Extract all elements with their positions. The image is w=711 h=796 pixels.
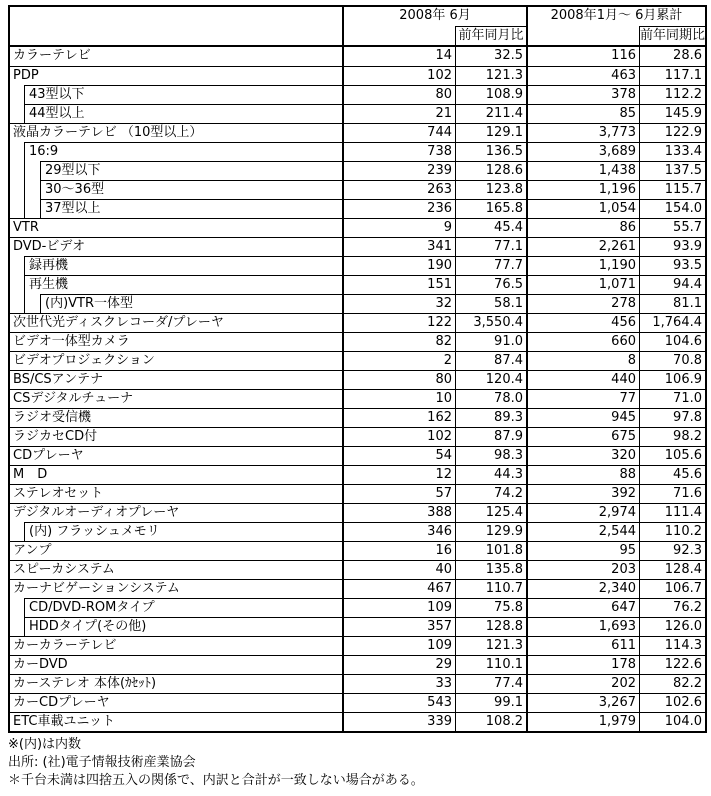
indent-spacer [10, 617, 24, 636]
value-cumulative: 1,693 [526, 617, 639, 636]
yoy-month-ratio: 110.7 [455, 579, 526, 598]
value-cumulative: 440 [526, 370, 639, 389]
value-cumulative: 1,196 [526, 180, 639, 199]
yoy-period-ratio: 45.6 [639, 465, 705, 484]
item-label: HDDタイプ(その他) [24, 617, 342, 636]
value-cumulative: 320 [526, 446, 639, 465]
item-name-area [10, 370, 342, 389]
item-name-area [10, 408, 342, 427]
item-name-area [10, 161, 342, 180]
yoy-period-ratio: 105.6 [639, 446, 705, 465]
value-june: 346 [342, 522, 455, 541]
footnote-inner-figures: ※(内)は内数 [8, 737, 82, 752]
value-june: 190 [342, 256, 455, 275]
yoy-period-ratio: 76.2 [639, 598, 705, 617]
footnote-source: 出所: (社)電子情報技術産業協会 [8, 755, 196, 770]
yoy-month-ratio: 91.0 [455, 332, 526, 351]
value-june: 80 [342, 85, 455, 104]
table-row [10, 180, 705, 199]
yoy-month-ratio: 121.3 [455, 636, 526, 655]
item-label: ビデオプロジェクション [10, 351, 342, 370]
value-cumulative: 660 [526, 332, 639, 351]
table-row [10, 256, 705, 275]
value-june: 357 [342, 617, 455, 636]
yoy-period-ratio: 115.7 [639, 180, 705, 199]
value-june: 744 [342, 123, 455, 142]
yoy-month-ratio: 165.8 [455, 199, 526, 218]
yoy-period-ratio: 93.9 [639, 237, 705, 256]
table-row [10, 408, 705, 427]
item-label: M D [10, 465, 342, 484]
table-row [10, 655, 705, 674]
value-june: 9 [342, 218, 455, 237]
item-name-area [10, 142, 342, 161]
table-row [10, 218, 705, 237]
table-row [10, 47, 705, 66]
yoy-month-ratio: 108.9 [455, 85, 526, 104]
indent-spacer [24, 294, 40, 313]
table-row [10, 465, 705, 484]
item-label: CD/DVD-ROMタイプ [24, 598, 342, 617]
item-name-area [10, 617, 342, 636]
yoy-month-ratio: 128.8 [455, 617, 526, 636]
value-june: 543 [342, 693, 455, 712]
item-label: ビデオ一体型カメラ [10, 332, 342, 351]
yoy-month-ratio: 78.0 [455, 389, 526, 408]
yoy-month-ratio: 98.3 [455, 446, 526, 465]
yoy-month-ratio: 135.8 [455, 560, 526, 579]
yoy-month-ratio: 74.2 [455, 484, 526, 503]
item-name-area [10, 674, 342, 693]
table-row [10, 598, 705, 617]
table-row [10, 370, 705, 389]
item-label: カーDVD [10, 655, 342, 674]
yoy-month-ratio: 76.5 [455, 275, 526, 294]
value-cumulative: 611 [526, 636, 639, 655]
value-cumulative: 647 [526, 598, 639, 617]
table-row [10, 560, 705, 579]
item-name-area [10, 598, 342, 617]
table-row [10, 237, 705, 256]
indent-spacer [10, 85, 24, 104]
yoy-period-ratio: 70.8 [639, 351, 705, 370]
value-cumulative: 2,261 [526, 237, 639, 256]
yoy-month-ratio: 45.4 [455, 218, 526, 237]
value-june: 151 [342, 275, 455, 294]
item-name-area [10, 560, 342, 579]
value-june: 21 [342, 104, 455, 123]
item-label: 16:9 [24, 142, 342, 161]
yoy-period-ratio: 1,764.4 [639, 313, 705, 332]
yoy-month-ratio: 129.1 [455, 123, 526, 142]
value-cumulative: 8 [526, 351, 639, 370]
table-row [10, 123, 705, 142]
indent-spacer [10, 142, 24, 161]
value-cumulative: 2,544 [526, 522, 639, 541]
item-label: 液晶カラーテレビ （10型以上） [10, 123, 342, 142]
indent-spacer [24, 199, 40, 218]
yoy-period-ratio: 145.9 [639, 104, 705, 123]
yoy-month-ratio: 87.4 [455, 351, 526, 370]
yoy-period-ratio: 154.0 [639, 199, 705, 218]
item-label: ステレオセット [10, 484, 342, 503]
yoy-month-ratio: 3,550.4 [455, 313, 526, 332]
yoy-period-ratio: 110.2 [639, 522, 705, 541]
item-label: 次世代光ディスクレコーダ/プレーヤ [10, 313, 342, 332]
value-june: 239 [342, 161, 455, 180]
table-row [10, 332, 705, 351]
item-label: DVD-ビデオ [10, 237, 342, 256]
value-cumulative: 378 [526, 85, 639, 104]
yoy-period-ratio: 122.6 [639, 655, 705, 674]
yoy-month-ratio: 77.7 [455, 256, 526, 275]
yoy-month-ratio: 99.1 [455, 693, 526, 712]
yoy-period-ratio: 111.4 [639, 503, 705, 522]
yoy-month-ratio: 58.1 [455, 294, 526, 313]
value-cumulative: 3,267 [526, 693, 639, 712]
indent-spacer [24, 180, 40, 199]
value-june: 33 [342, 674, 455, 693]
statistics-table [8, 5, 707, 733]
value-cumulative: 1,054 [526, 199, 639, 218]
value-june: 467 [342, 579, 455, 598]
value-cumulative: 1,190 [526, 256, 639, 275]
item-label: カーCDプレーヤ [10, 693, 342, 712]
table-row [10, 275, 705, 294]
yoy-month-ratio: 87.9 [455, 427, 526, 446]
value-june: 29 [342, 655, 455, 674]
table-body [10, 47, 705, 731]
yoy-period-ratio: 128.4 [639, 560, 705, 579]
item-name-area [10, 389, 342, 408]
value-june: 102 [342, 66, 455, 85]
value-cumulative: 3,773 [526, 123, 639, 142]
yoy-month-ratio: 44.3 [455, 465, 526, 484]
value-cumulative: 1,071 [526, 275, 639, 294]
item-label: ラジカセCD付 [10, 427, 342, 446]
item-label: デジタルオーディオプレーヤ [10, 503, 342, 522]
value-cumulative: 178 [526, 655, 639, 674]
value-june: 80 [342, 370, 455, 389]
table-row [10, 484, 705, 503]
value-cumulative: 463 [526, 66, 639, 85]
item-name-area [10, 104, 342, 123]
item-name-area [10, 218, 342, 237]
item-label: CDプレーヤ [10, 446, 342, 465]
value-june: 122 [342, 313, 455, 332]
indent-spacer [10, 161, 24, 180]
header-row-groups [10, 7, 705, 26]
item-label: CSデジタルチューナ [10, 389, 342, 408]
table-row [10, 674, 705, 693]
value-june: 54 [342, 446, 455, 465]
item-label: ラジオ受信機 [10, 408, 342, 427]
value-cumulative: 202 [526, 674, 639, 693]
item-label: (内)VTR一体型 [40, 294, 342, 313]
item-label: 44型以上 [24, 104, 342, 123]
item-label: スピーカシステム [10, 560, 342, 579]
value-june: 16 [342, 541, 455, 560]
footnote-rounding: ＊千台未満は四捨五入の関係で、内訳と合計が一致しない場合がある。 [8, 773, 424, 788]
item-name-area [10, 446, 342, 465]
value-june: 162 [342, 408, 455, 427]
item-name-area [10, 85, 342, 104]
value-cumulative: 2,974 [526, 503, 639, 522]
yoy-month-ratio: 77.1 [455, 237, 526, 256]
item-label: BS/CSアンテナ [10, 370, 342, 389]
value-cumulative: 203 [526, 560, 639, 579]
table-row [10, 389, 705, 408]
header-row-subs [10, 26, 705, 45]
value-cumulative: 88 [526, 465, 639, 484]
item-name-area [10, 275, 342, 294]
item-label: カラーテレビ [13, 48, 91, 63]
value-june: 109 [342, 636, 455, 655]
yoy-month-ratio: 123.8 [455, 180, 526, 199]
table-row [10, 104, 705, 123]
indent-spacer [10, 275, 24, 294]
yoy-period-ratio: 137.5 [639, 161, 705, 180]
value-june: 10 [342, 389, 455, 408]
yoy-month-ratio: 121.3 [455, 66, 526, 85]
yoy-month-ratio: 32.5 [455, 47, 526, 66]
yoy-month-ratio: 136.5 [455, 142, 526, 161]
value-june: 14 [342, 47, 455, 66]
table-row [10, 351, 705, 370]
item-name-area [10, 693, 342, 712]
item-label: 録再機 [24, 256, 342, 275]
indent-spacer [10, 294, 24, 313]
yoy-period-ratio: 55.7 [639, 218, 705, 237]
value-cumulative: 2,340 [526, 579, 639, 598]
yoy-period-ratio: 114.3 [639, 636, 705, 655]
header-group-cumulative: 2008年1月～ 6月累計 [526, 7, 705, 26]
value-june: 12 [342, 465, 455, 484]
item-label: アンプ [10, 541, 342, 560]
item-name-area [10, 465, 342, 484]
value-cumulative: 392 [526, 484, 639, 503]
header-yoy-period-ratio: 前年同期比 [640, 28, 705, 43]
item-name-area [10, 199, 342, 218]
table-row [10, 503, 705, 522]
header-yoy-month-ratio: 前年同月比 [455, 26, 526, 45]
indent-spacer [10, 104, 24, 123]
value-june: 263 [342, 180, 455, 199]
yoy-period-ratio: 92.3 [639, 541, 705, 560]
header-blank-cell [10, 7, 342, 26]
yoy-month-ratio: 75.8 [455, 598, 526, 617]
item-label: カーナビゲーションシステム [10, 579, 342, 598]
item-name-area [10, 123, 342, 142]
item-name-area [10, 427, 342, 446]
item-name-area [10, 256, 342, 275]
yoy-period-ratio: 126.0 [639, 617, 705, 636]
yoy-period-ratio: 104.0 [639, 712, 705, 731]
table-row [10, 693, 705, 712]
value-cumulative: 85 [526, 104, 639, 123]
header-blank-cell [10, 26, 342, 45]
yoy-period-ratio: 81.1 [639, 294, 705, 313]
yoy-month-ratio: 211.4 [455, 104, 526, 123]
yoy-month-ratio: 101.8 [455, 541, 526, 560]
value-cumulative: 3,689 [526, 142, 639, 161]
indent-spacer [10, 598, 24, 617]
yoy-period-ratio: 102.6 [639, 693, 705, 712]
yoy-month-ratio: 128.6 [455, 161, 526, 180]
item-name-area [10, 522, 342, 541]
value-cumulative: 116 [526, 47, 639, 66]
header-group-month: 2008年 6月 [342, 7, 526, 26]
yoy-month-ratio: 129.9 [455, 522, 526, 541]
yoy-month-ratio: 120.4 [455, 370, 526, 389]
item-label: 30～36型 [40, 180, 342, 199]
yoy-month-ratio: 77.4 [455, 674, 526, 693]
table-row [10, 313, 705, 332]
item-name-area [10, 579, 342, 598]
yoy-period-ratio: 94.4 [639, 275, 705, 294]
yoy-month-ratio: 110.1 [455, 655, 526, 674]
item-name-area [10, 484, 342, 503]
yoy-period-ratio: 93.5 [639, 256, 705, 275]
item-label: カーカラーテレビ [10, 636, 342, 655]
item-label: PDP [10, 66, 342, 85]
table-row [10, 446, 705, 465]
table-row [10, 541, 705, 560]
item-label: 37型以上 [40, 199, 342, 218]
value-cumulative: 86 [526, 218, 639, 237]
yoy-month-ratio: 125.4 [455, 503, 526, 522]
item-name-area [10, 712, 342, 731]
value-june: 236 [342, 199, 455, 218]
yoy-period-ratio: 106.7 [639, 579, 705, 598]
indent-spacer [10, 522, 24, 541]
yoy-month-ratio: 89.3 [455, 408, 526, 427]
yoy-month-ratio: 108.2 [455, 712, 526, 731]
value-june: 339 [342, 712, 455, 731]
yoy-period-ratio: 104.6 [639, 332, 705, 351]
value-cumulative: 1,979 [526, 712, 639, 731]
value-june: 738 [342, 142, 455, 161]
value-june: 102 [342, 427, 455, 446]
table-row [10, 161, 705, 180]
yoy-period-ratio: 117.1 [639, 66, 705, 85]
table-row [10, 85, 705, 104]
yoy-period-ratio: 82.2 [639, 674, 705, 693]
item-label: ETC車載ユニット [10, 712, 342, 731]
value-june: 32 [342, 294, 455, 313]
footnotes [8, 736, 424, 790]
item-label: カーステレオ 本体(ｶｾｯﾄ) [10, 674, 342, 693]
value-june: 57 [342, 484, 455, 503]
value-cumulative: 456 [526, 313, 639, 332]
yoy-period-ratio: 71.6 [639, 484, 705, 503]
value-cumulative: 675 [526, 427, 639, 446]
value-june: 388 [342, 503, 455, 522]
item-name-area [10, 294, 342, 313]
table-row [10, 427, 705, 446]
item-name-area [10, 351, 342, 370]
item-name-area [10, 655, 342, 674]
table-row [10, 66, 705, 85]
indent-spacer [10, 180, 24, 199]
yoy-period-ratio: 112.2 [639, 85, 705, 104]
value-cumulative: 77 [526, 389, 639, 408]
header-empty-cell [526, 26, 639, 45]
item-label: (内) フラッシュメモリ [24, 522, 342, 541]
item-name-area [10, 66, 342, 85]
indent-spacer [10, 199, 24, 218]
table-row [10, 294, 705, 313]
value-cumulative: 945 [526, 408, 639, 427]
yoy-period-ratio: 28.6 [639, 47, 705, 66]
value-june: 109 [342, 598, 455, 617]
value-june: 40 [342, 560, 455, 579]
value-cumulative: 1,438 [526, 161, 639, 180]
indent-spacer [10, 256, 24, 275]
table-row [10, 712, 705, 731]
header-empty-cell [342, 26, 455, 45]
table-row [10, 522, 705, 541]
value-june: 82 [342, 332, 455, 351]
table-row [10, 142, 705, 161]
table-row [10, 617, 705, 636]
value-june: 341 [342, 237, 455, 256]
item-name-area [10, 180, 342, 199]
value-cumulative: 278 [526, 294, 639, 313]
item-name-area [10, 503, 342, 522]
yoy-period-ratio: 133.4 [639, 142, 705, 161]
yoy-period-ratio: 97.8 [639, 408, 705, 427]
table-row [10, 636, 705, 655]
yoy-period-ratio: 98.2 [639, 427, 705, 446]
table-row [10, 579, 705, 598]
item-label: 再生機 [24, 275, 342, 294]
yoy-period-ratio: 122.9 [639, 123, 705, 142]
value-june: 2 [342, 351, 455, 370]
item-label: 29型以下 [40, 161, 342, 180]
item-name-area [10, 332, 342, 351]
yoy-period-ratio: 106.9 [639, 370, 705, 389]
item-name-area [10, 541, 342, 560]
table-header [10, 7, 705, 47]
table-row [10, 199, 705, 218]
indent-spacer [24, 161, 40, 180]
item-label: 43型以下 [24, 85, 342, 104]
item-name-area [10, 237, 342, 256]
item-name-area [10, 313, 342, 332]
yoy-period-ratio: 71.0 [639, 389, 705, 408]
item-name-area [10, 47, 342, 66]
value-cumulative: 95 [526, 541, 639, 560]
item-name-area [10, 636, 342, 655]
item-label: VTR [10, 218, 342, 237]
